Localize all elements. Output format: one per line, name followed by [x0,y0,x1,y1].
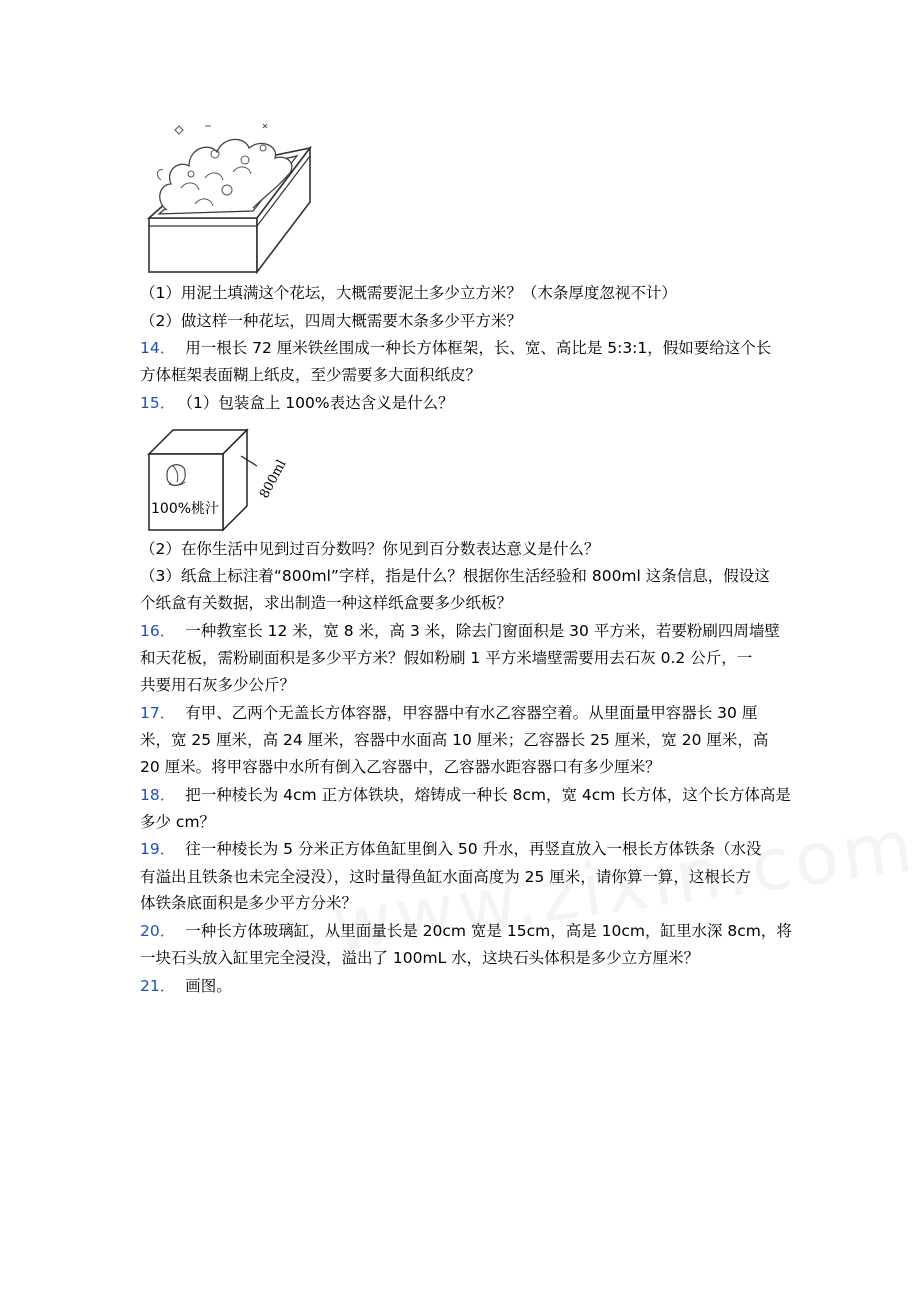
line-text: 多少 cm？ [140,813,216,831]
line-text: 一种长方体玻璃缸，从里面量长是 20cm 宽是 15cm，高是 10cm，缸里水深 8cm，将 [185,922,792,940]
line-text: 画图。 [185,977,232,995]
text-line [140,730,780,750]
question-number: 18． [140,786,176,804]
line-text: 个纸盒有关数据，求出制造一种这样纸盒要多少纸板？ [140,594,513,612]
line-text: （1）用泥土填满这个花坛，大概需要泥土多少立方米？（木条厚度忽视不计） [140,284,677,302]
text-line [140,812,780,832]
question-number: 19． [140,840,176,858]
text-line [140,785,791,805]
line-text: 把一种棱长为 4cm 正方体铁块，熔铸成一种长 8cm，宽 4cm 长方体，这个长方体高是 [185,786,791,804]
line-text: 方体框架表面糊上纸皮，至少需要多大面积纸皮？ [140,366,482,384]
line-text: （3）纸盒上标注着“800ml”字样，指是什么？根据你生活经验和 800ml 这条信息，假设这 [140,567,770,585]
text-line [140,893,780,913]
text-line [140,976,780,996]
line-text: 用一根长 72 厘米铁丝围成一种长方体框架，长、宽、高比是 5:3:1，假如要给这个长 [185,339,772,357]
text-line [140,757,780,777]
text-line [140,338,780,358]
text-line [140,621,780,641]
question-number: 20． [140,922,176,940]
line-text: （2）在你生活中见到过百分数吗？你见到百分数表达意义是什么？ [140,540,600,558]
line-text: 和天花板，需粉刷面积是多少平方米？假如粉刷 1 平方米墙壁需要用去石灰 0.2 公斤，一 [140,649,753,667]
text-line [140,648,780,668]
text-line [140,393,780,413]
line-text: 一种教室长 12 米，宽 8 米，高 3 米，除去门窗面积是 30 平方米，若要粉刷四周墙壁 [185,622,780,640]
question-number: 17． [140,704,176,722]
text-line [140,566,780,586]
text-line [140,839,780,859]
text-line [140,283,780,303]
text-line [140,593,780,613]
question-number: 15． [140,394,176,412]
line-text: 有溢出且铁条也未完全浸没），这时量得鱼缸水面高度为 25 厘米，请你算一算，这根长方 [140,868,751,886]
juice-box-figure [145,426,305,534]
flower-bed-drawing [145,118,315,276]
line-text: （2）做这样一种花坛，四周大概需要木条多少平方米？ [140,312,522,330]
question-number: 21． [140,977,176,995]
line-text: 有甲、乙两个无盖长方体容器，甲容器中有水乙容器空着。从里面量甲容器长 30 厘 [185,704,758,722]
line-text: 一块石头放入缸里完全浸没，溢出了 100mL 水，这块石头体积是多少立方厘米？ [140,949,700,967]
line-text: 体铁条底面积是多少平方分米？ [140,894,358,912]
line-text: 共要用石灰多少公斤？ [140,676,296,694]
question-number: 14． [140,339,176,357]
juice-box-label: 100%桃汁 [151,501,220,517]
line-text: 往一种棱长为 5 分米正方体鱼缸里倒入 50 升水，再竖直放入一根长方体铁条（水没 [185,840,762,858]
line-text: 20 厘米。将甲容器中水所有倒入乙容器中，乙容器水距容器口有多少厘米？ [140,758,661,776]
flower-bed-figure [145,118,315,276]
text-line [140,539,780,559]
text-line [140,867,780,887]
line-text: 米，宽 25 厘米，高 24 厘米，容器中水面高 10 厘米；乙容器长 25 厘米，宽 20 厘米，高 [140,731,769,749]
question-number: 16． [140,622,176,640]
text-line [140,948,780,968]
text-line [140,311,780,331]
line-text: （1）包装盒上 100%表达含义是什么？ [185,394,454,412]
text-line [140,921,792,941]
text-line [140,675,780,695]
text-line [140,703,780,723]
text-line [140,365,780,385]
juice-box-volume: 800ml [257,457,290,502]
